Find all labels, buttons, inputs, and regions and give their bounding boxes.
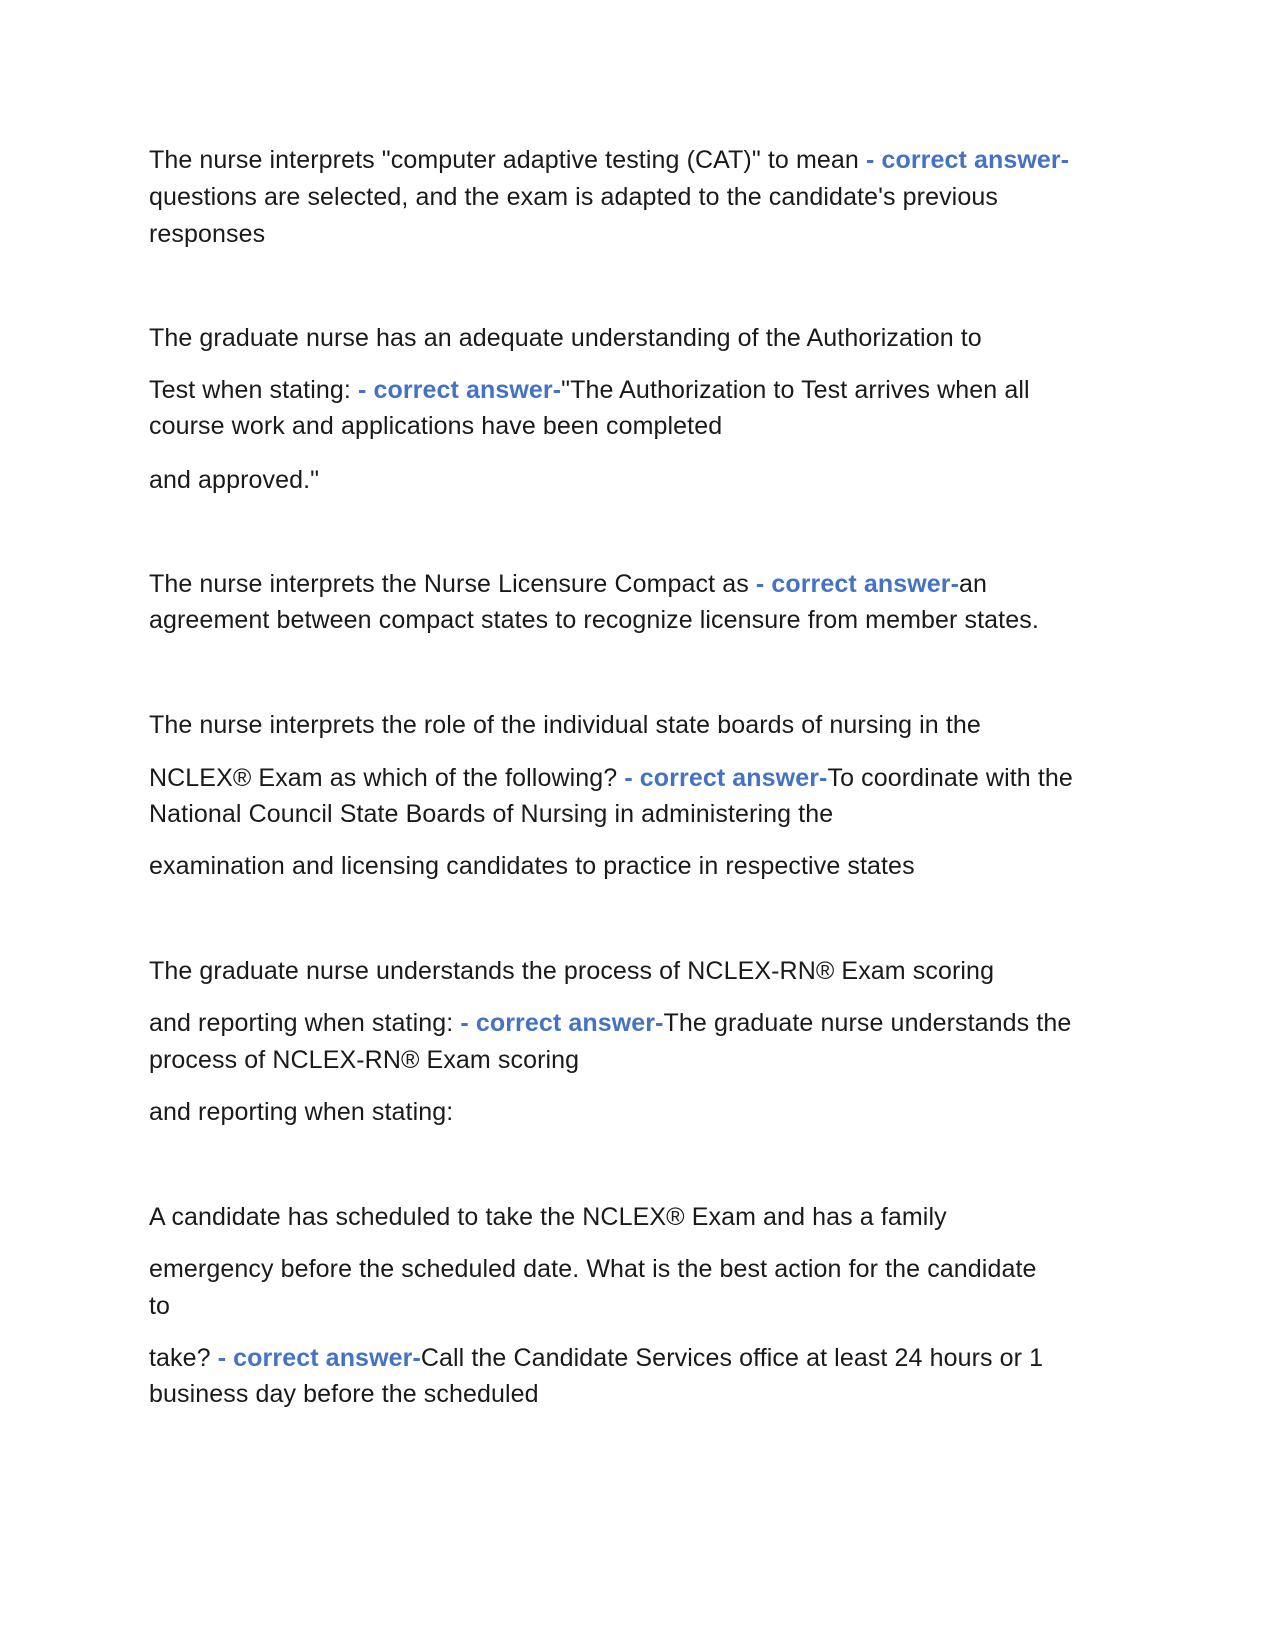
question-5-line-2: [149, 1004, 1149, 1042]
answer-5-line-2: process of NCLEX-RN® Exam scoring: [149, 1046, 580, 1074]
question-1-text: The nurse interprets "computer adaptive testing (CAT)" to mean: [149, 146, 866, 174]
question-3-text: The nurse interprets the Nurse Licensure Compact as: [149, 570, 756, 598]
question-1-line-1: [149, 141, 1149, 179]
correct-answer-label: - correct answer-: [865, 146, 1070, 174]
question-2-line-2: [149, 371, 1149, 409]
answer-2-line-3: and approved.": [149, 466, 320, 494]
correct-answer-label: - correct answer-: [624, 764, 828, 792]
answer-6-text: Call the Candidate Services office at least 24 hours or 1: [420, 1344, 1044, 1372]
question-6-text: take?: [149, 1344, 218, 1372]
question-4-text: NCLEX® Exam as which of the following?: [149, 764, 625, 792]
correct-answer-label: - correct answer-: [357, 376, 562, 404]
answer-3-text: an: [959, 570, 988, 598]
answer-4-text: To coordinate with the: [827, 764, 1073, 792]
answer-2-text: "The Authorization to Test arrives when all: [561, 376, 1030, 404]
question-5-line-1: The graduate nurse understands the process of NCLEX-RN® Exam scoring: [149, 957, 995, 985]
question-6-line-2: emergency before the scheduled date. What is the best action for the candidate: [149, 1255, 1037, 1283]
correct-answer-label: - correct answer-: [217, 1344, 421, 1372]
correct-answer-label: - correct answer-: [460, 1009, 664, 1037]
question-3-line-1: [149, 565, 1149, 603]
answer-4-line-3: examination and licensing candidates to practice in respective states: [149, 852, 915, 880]
answer-2-line-2: course work and applications have been completed: [149, 412, 723, 440]
question-6-line-3: to: [149, 1292, 171, 1320]
answer-4-line-2: National Council State Boards of Nursing in administering the: [149, 800, 834, 828]
answer-1-line-1: questions are selected, and the exam is adapted to the candidate's previous: [149, 183, 998, 211]
answer-3-line-2: agreement between compact states to recognize licensure from member states.: [149, 606, 1039, 634]
answer-5-line-3: and reporting when stating:: [149, 1098, 454, 1126]
question-6-line-4: [149, 1339, 1149, 1377]
question-6-line-1: A candidate has scheduled to take the NCLEX® Exam and has a family: [149, 1203, 947, 1231]
question-4-line-1: The nurse interprets the role of the individual state boards of nursing in the: [149, 711, 981, 739]
answer-6-line-2: business day before the scheduled: [149, 1380, 539, 1408]
question-2-line-1: The graduate nurse has an adequate understanding of the Authorization to: [149, 324, 982, 352]
question-4-line-2: [149, 759, 1149, 797]
question-2-text: Test when stating:: [149, 376, 358, 404]
question-5-text: and reporting when stating:: [149, 1009, 461, 1037]
answer-5-text: The graduate nurse understands the: [663, 1009, 1072, 1037]
answer-1-line-2: responses: [149, 220, 266, 248]
correct-answer-label: - correct answer-: [755, 570, 960, 598]
